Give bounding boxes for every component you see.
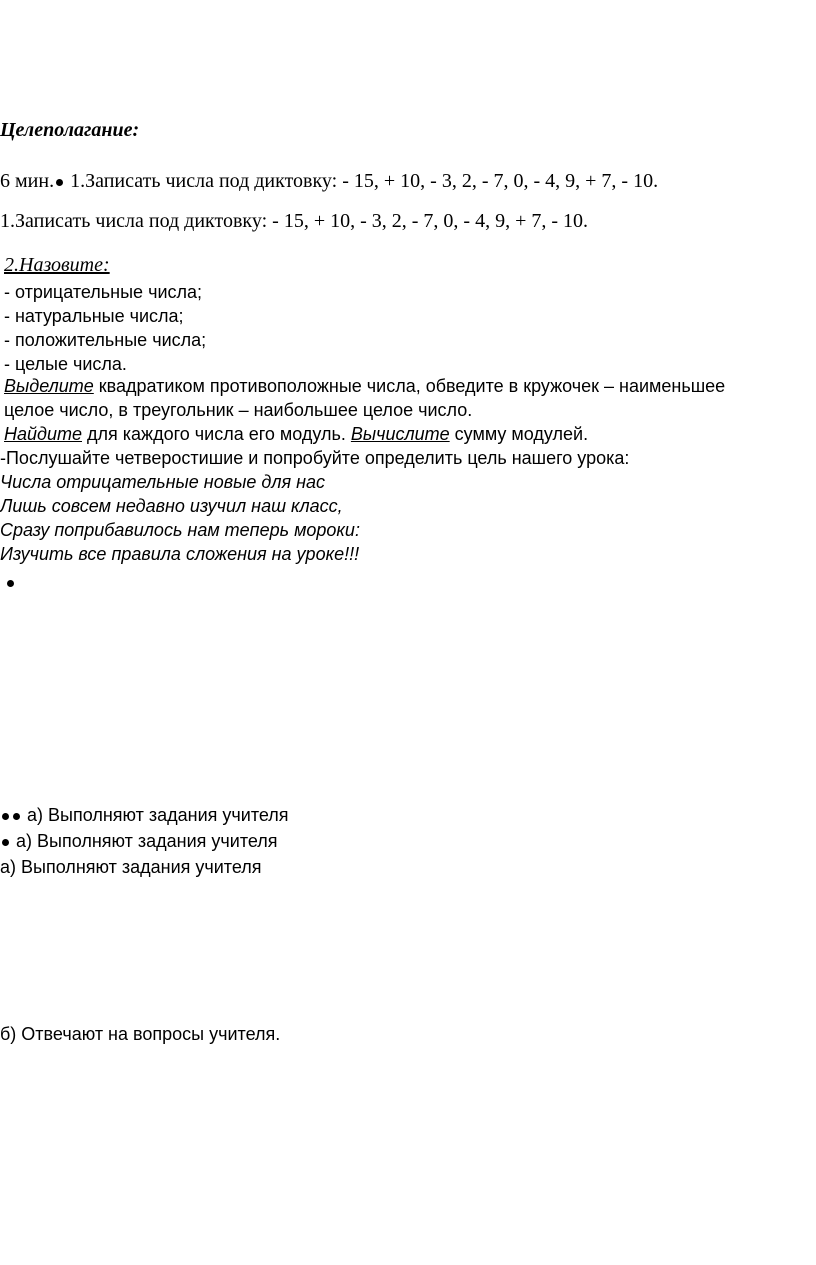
task1-repeat: 1.Записать числа под диктовку: - 15, + 10, - 3, 2, - 7, 0, - 4, 9, + 7, - 10. xyxy=(0,210,589,232)
list-item: - натуральные числа; xyxy=(4,306,184,326)
student-activity-line: а) Выполняют задания учителя xyxy=(0,857,262,877)
highlight-instruction-line2: целое число, в треугольник – наибольшее целое число. xyxy=(4,400,473,420)
bullet-icon xyxy=(13,813,20,820)
bullet-icon xyxy=(5,574,16,592)
bullet-icon xyxy=(2,839,9,846)
student-answer-line: б) Отвечают на вопросы учителя. xyxy=(0,1024,281,1044)
bullet-icon xyxy=(56,179,63,186)
student-a-text: а) Выполняют задания учителя xyxy=(16,831,278,851)
bullet-icon xyxy=(2,813,9,820)
time-label: 6 мин. xyxy=(0,170,55,192)
student-activity-line xyxy=(0,805,289,826)
poem-line: Числа отрицательные новые для нас xyxy=(0,472,326,492)
highlight-word: Выделите xyxy=(4,376,94,396)
highlight-rest: квадратиком противоположные числа, обведите в кружочек – наименьшее xyxy=(93,376,726,396)
student-a-text: а) Выполняют задания учителя xyxy=(27,805,289,825)
poem-line: Лишь совсем недавно изучил наш класс, xyxy=(0,496,343,516)
task1-text: 1.Записать числа под диктовку: - 15, + 10, - 3, 2, - 7, 0, - 4, 9, + 7, - 10. xyxy=(70,170,659,192)
highlight-instruction xyxy=(4,376,725,397)
find-word: Найдите xyxy=(4,424,82,444)
find-mid: для каждого числа его модуль. xyxy=(82,424,351,444)
student-activity-line xyxy=(0,831,278,852)
find-instruction xyxy=(4,424,588,445)
list-item: - целые числа. xyxy=(4,354,127,374)
task2-title: 2.Назовите: xyxy=(4,254,110,276)
listen-instruction: -Послушайте четверостишие и попробуйте определить цель нашего урока: xyxy=(0,448,630,468)
list-item: - положительные числа; xyxy=(4,330,207,350)
poem-line: Сразу поприбавилось нам теперь мороки: xyxy=(0,520,360,540)
task1-line-with-time xyxy=(0,170,658,193)
heading: Целеполагание: xyxy=(0,119,140,141)
poem-line: Изучить все правила сложения на уроке!!! xyxy=(0,544,360,564)
calc-word: Вычислите xyxy=(350,424,450,444)
list-item: - отрицательные числа; xyxy=(4,282,203,302)
calc-rest: сумму модулей. xyxy=(449,424,589,444)
